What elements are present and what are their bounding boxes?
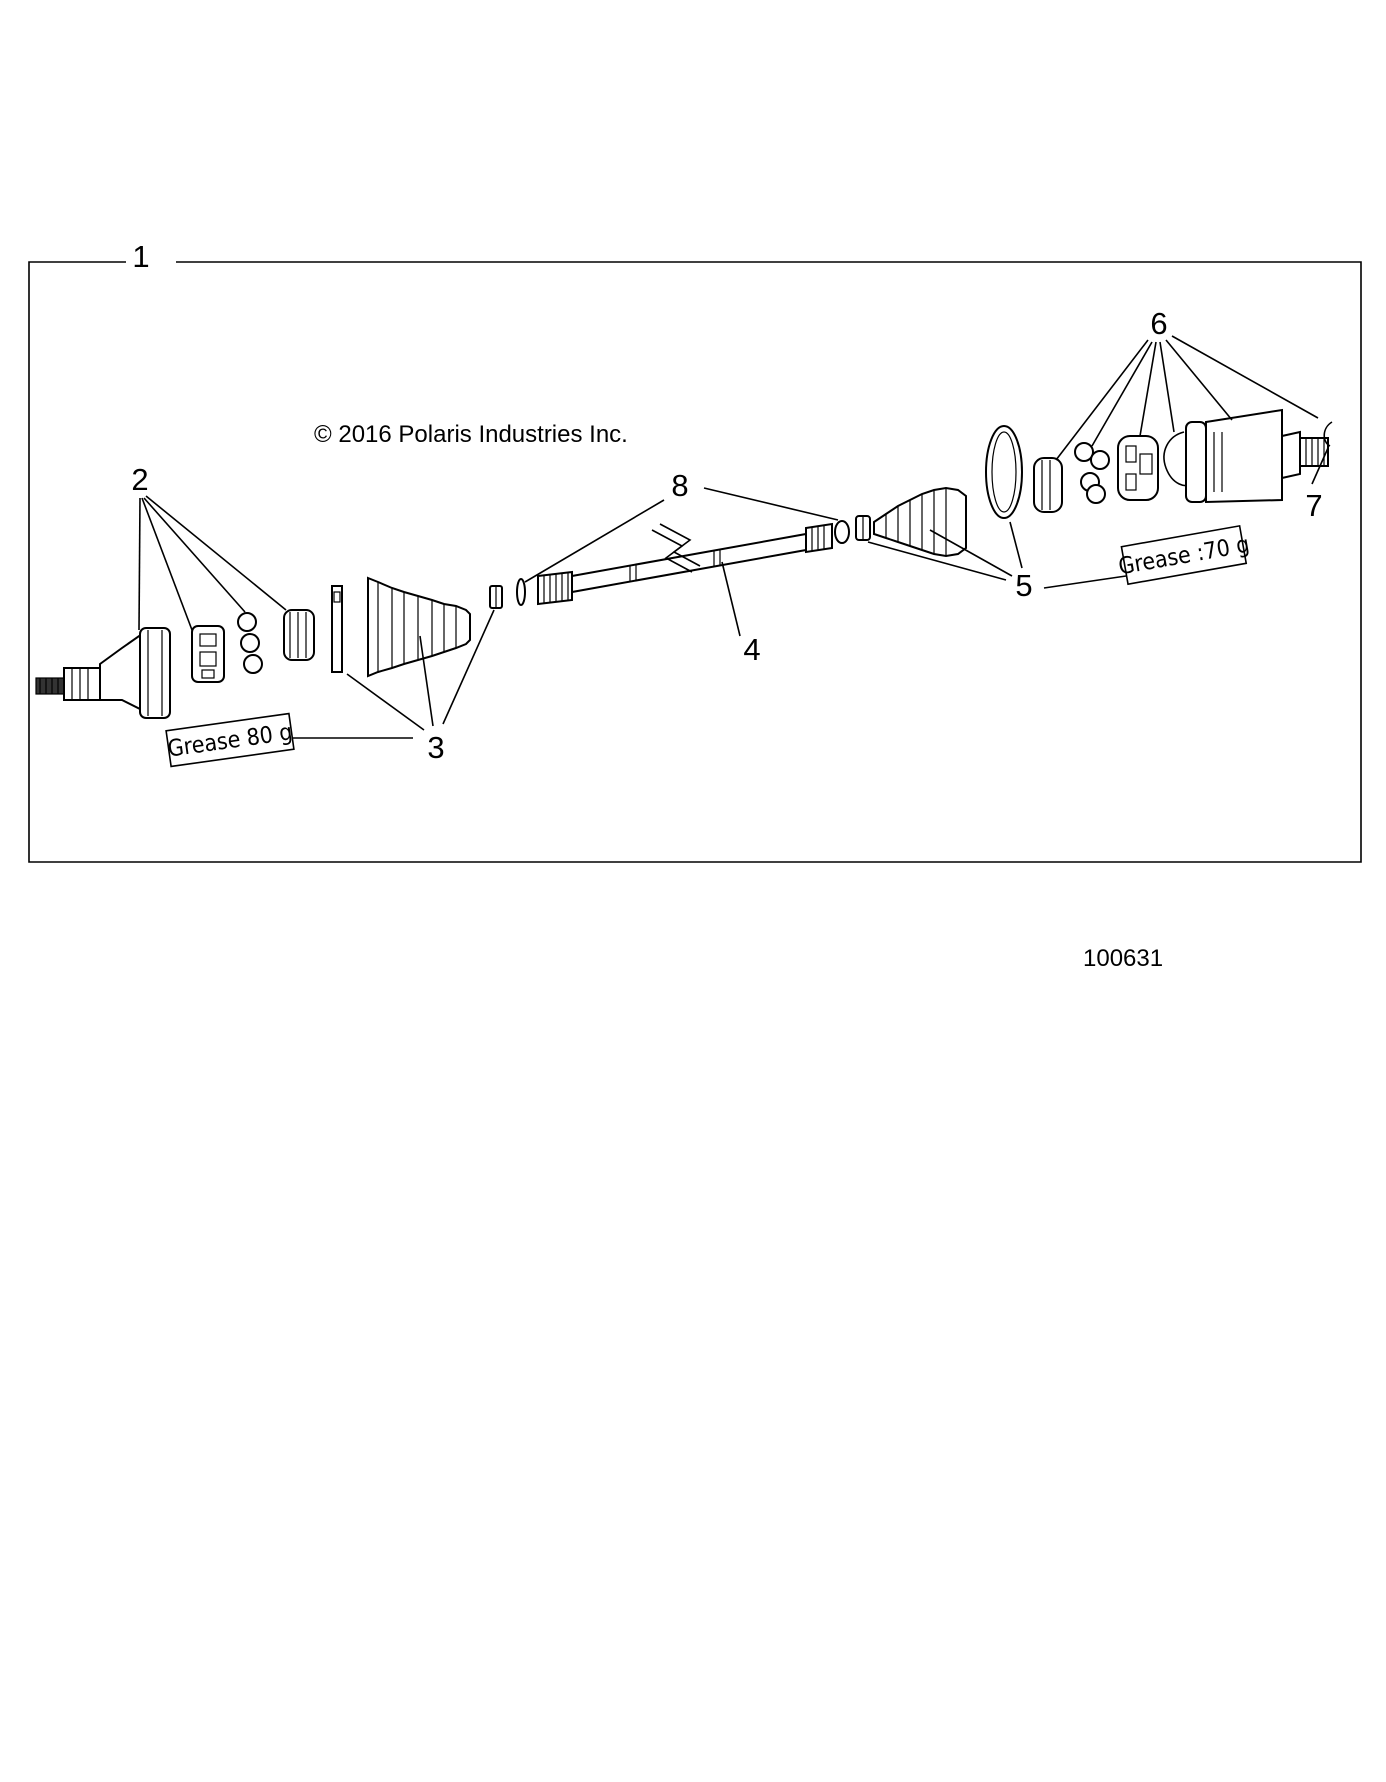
outer-boot xyxy=(874,488,966,556)
leader-6b xyxy=(1092,342,1152,446)
copyright-text: © 2016 Polaris Industries Inc. xyxy=(314,421,628,448)
callout-4: 4 xyxy=(743,632,761,667)
leader-8b xyxy=(704,488,838,520)
callout-2: 2 xyxy=(131,462,149,497)
callout-6: 6 xyxy=(1150,306,1168,341)
inner-cage xyxy=(192,626,224,682)
grease-note-inner xyxy=(165,713,294,766)
outer-race xyxy=(1034,458,1062,512)
outer-balls xyxy=(1075,443,1109,503)
callout-5: 5 xyxy=(1015,568,1033,603)
outer-boot-clamp xyxy=(986,426,1022,518)
inner-small-clamp xyxy=(490,586,502,608)
leader-2c xyxy=(144,498,245,612)
circlip-outer xyxy=(835,521,849,543)
inner-cv-housing xyxy=(36,628,170,718)
leader-6c xyxy=(1140,342,1156,436)
callout-7: 7 xyxy=(1305,488,1323,523)
leader-6f xyxy=(1172,336,1318,418)
leader-3a xyxy=(347,674,424,730)
callout-3: 3 xyxy=(427,730,445,765)
outer-small-clamp xyxy=(856,516,870,540)
callout-8: 8 xyxy=(671,468,689,503)
outer-cage xyxy=(1118,436,1158,500)
leader-2d xyxy=(146,496,286,610)
grease-note-outer xyxy=(1115,525,1252,585)
leader-6d xyxy=(1160,342,1174,432)
circlip-inner xyxy=(517,579,525,605)
svg-text:Grease 80 g: Grease 80 g xyxy=(166,719,295,763)
inner-race xyxy=(284,610,314,660)
inner-balls xyxy=(238,613,262,673)
axle-shaft xyxy=(538,524,832,604)
figure-number: 100631 xyxy=(1083,945,1164,972)
leader-2b xyxy=(142,498,192,630)
leader-5d xyxy=(1044,576,1126,588)
inner-boot xyxy=(368,578,470,676)
leader-5c xyxy=(1010,522,1022,568)
leader-4 xyxy=(722,562,740,636)
inner-boot-clamp xyxy=(332,586,342,672)
leader-2a xyxy=(139,498,140,630)
svg-text:Grease :70 g: Grease :70 g xyxy=(1116,531,1252,581)
callout-1: 1 xyxy=(132,239,150,274)
